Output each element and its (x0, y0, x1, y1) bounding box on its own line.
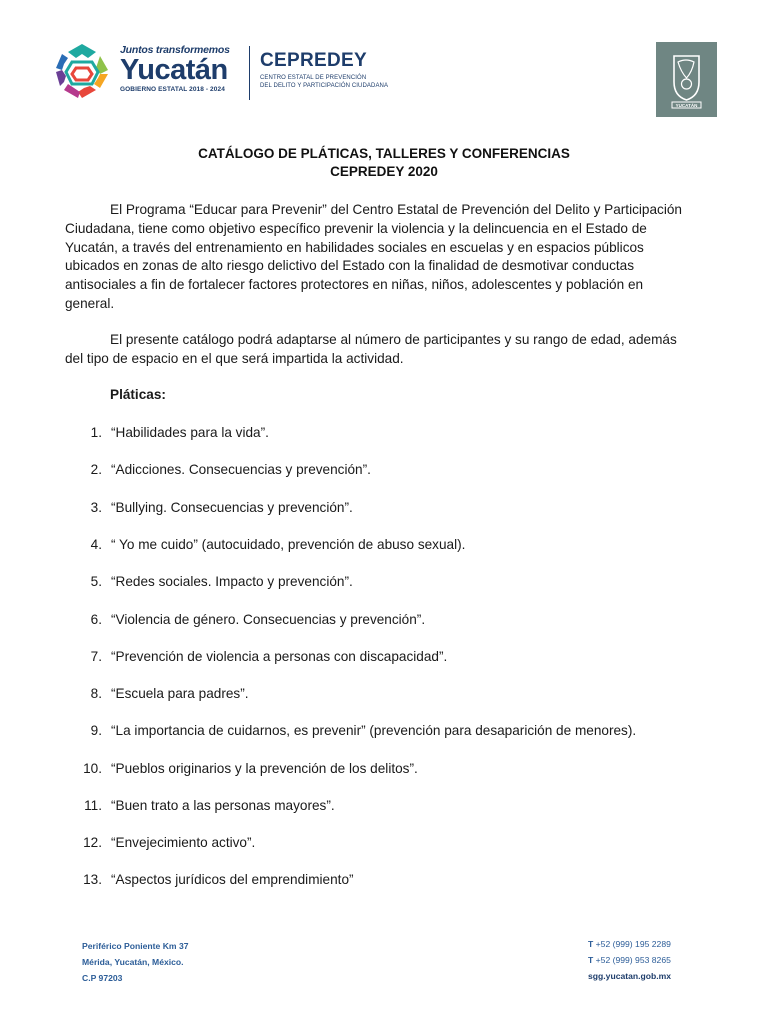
list-item-number: 10. (83, 761, 102, 776)
list-item-number: 1. (90, 425, 102, 440)
address-line: Periférico Poniente Km 37 (82, 941, 189, 951)
list-item-text: “ Yo me cuido” (autocuidado, prevención de abuso sexual). (111, 537, 466, 552)
seal-label: YUCATÁN (675, 103, 698, 108)
yucatan-name: Yucatán (120, 54, 228, 86)
section-heading-platicas: Pláticas: (110, 387, 166, 402)
list-item (0, 574, 768, 594)
state-seal-icon (656, 42, 717, 117)
letterhead (0, 0, 768, 130)
list-item-text: “Habilidades para la vida”. (111, 425, 269, 440)
list-item-number: 2. (90, 462, 102, 477)
cepredey-name: CEPREDEY (260, 50, 367, 71)
list-item-text: “Buen trato a las personas mayores”. (111, 798, 335, 813)
phone-line (588, 952, 671, 968)
list-item (0, 612, 768, 632)
phone-line (588, 936, 671, 952)
list-item-text: “Violencia de género. Consecuencias y prevención”. (111, 612, 426, 627)
list-item-text: “Pueblos originarios y la prevención de los delitos”. (111, 761, 418, 776)
intro-paragraph: El Programa “Educar para Prevenir” del Centro Estatal de Prevención del Delito y Participación Ciudadana, tiene como objetivo específico prevenir la violencia y la delincuencia en el Estado de Yucatán, a través del entrenamiento en habilidades sociales en escuelas y en espacios públicos ubicados en zonas de alto riesgo delictivo del Estado con la finalidad de desmotivar conductas antisociales a fin de fortalecer factores protectores en niñas, niños, adolescentes y población en general. (65, 202, 682, 311)
cepredey-subtitle (260, 75, 440, 90)
list-item (0, 798, 768, 818)
list-item (0, 872, 768, 892)
list-item (0, 425, 768, 445)
footer-address (82, 938, 189, 986)
list-item (0, 537, 768, 557)
website-link[interactable]: sgg.yucatan.gob.mx (588, 971, 672, 981)
address-line: C.P 97203 (82, 973, 123, 983)
list-item-number: 6. (90, 612, 102, 627)
list-item-number: 8. (90, 686, 102, 701)
list-item-text: “La importancia de cuidarnos, es prevenir” (prevención para desaparición de menores). (111, 723, 637, 738)
list-item-text: “Envejecimiento activo”. (111, 835, 256, 850)
header-divider (249, 46, 250, 100)
document-title: CATÁLOGO DE PLÁTICAS, TALLERES Y CONFERENCIAS (198, 146, 570, 161)
phone-label: T (588, 955, 594, 965)
list-item-number: 3. (90, 500, 102, 515)
list-item-number: 13. (83, 872, 102, 887)
document-subtitle: CEPREDEY 2020 (330, 164, 438, 179)
list-item-text: “Aspectos jurídicos del emprendimiento” (111, 872, 354, 887)
list-item (0, 500, 768, 520)
address-line: Mérida, Yucatán, México. (82, 957, 184, 967)
phone-label: T (588, 939, 594, 949)
footer-contact (588, 936, 671, 984)
list-item-text: “Redes sociales. Impacto y prevención”. (111, 574, 353, 589)
cepredey-subtitle-line2: DEL DELITO Y PARTICIPACIÓN CIUDADANA (260, 82, 389, 89)
yucatan-slogan: Juntos transformemos (120, 44, 230, 56)
list-item (0, 761, 768, 781)
list-item (0, 649, 768, 669)
cepredey-subtitle-line1: CENTRO ESTATAL DE PREVENCIÓN (260, 75, 367, 81)
list-item-number: 4. (90, 537, 102, 552)
list-item-number: 11. (84, 798, 102, 813)
yucatan-logo-icon (52, 40, 112, 104)
list-item-number: 12. (83, 835, 102, 850)
list-item (0, 723, 768, 743)
list-item (0, 835, 768, 855)
adapt-paragraph: El presente catálogo podrá adaptarse al número de participantes y su rango de edad, además del tipo de espacio en el que será impartida la actividad. (65, 332, 677, 366)
list-item-number: 9. (90, 723, 102, 738)
phone-number: +52 (999) 195 2289 (595, 939, 671, 949)
cepredey-wordmark (260, 50, 440, 90)
yucatan-government: GOBIERNO ESTATAL 2018 - 2024 (120, 86, 225, 93)
yucatan-wordmark (120, 44, 255, 93)
list-item (0, 462, 768, 482)
list-item-text: “Bullying. Consecuencias y prevención”. (111, 500, 353, 515)
list-item-number: 5. (90, 574, 102, 589)
phone-number: +52 (999) 953 8265 (595, 955, 671, 965)
list-item-text: “Adicciones. Consecuencias y prevención”. (111, 462, 371, 477)
list-item-number: 7. (90, 649, 102, 664)
list-item-text: “Escuela para padres”. (111, 686, 249, 701)
list-item (0, 686, 768, 706)
list-item-text: “Prevención de violencia a personas con discapacidad”. (111, 649, 448, 664)
